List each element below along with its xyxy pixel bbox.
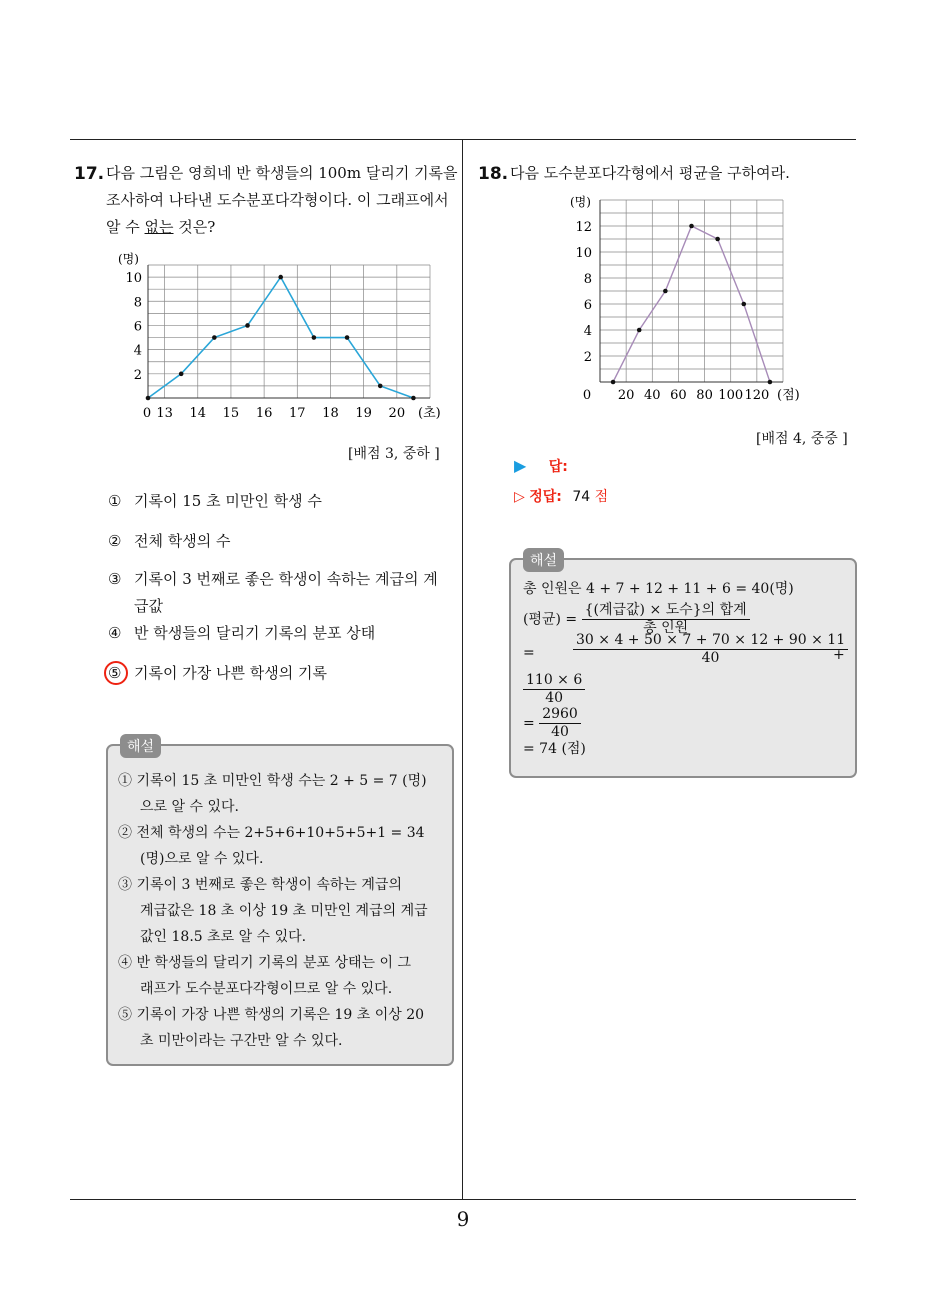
y-tick-label: 2 [133,367,142,383]
data-point [345,335,350,340]
q17-option-5[interactable]: ⑤ 기록이 가장 나쁜 학생의 기록 [108,664,327,682]
q17-option-3[interactable]: ③ 기록이 3 번째로 좋은 학생이 속하는 계급의 계 급값 [108,570,438,615]
y-tick-label: 8 [583,272,592,287]
top-rule [70,139,856,140]
y-tick-label: 2 [583,350,592,365]
y-axis-label: (명) [570,195,591,209]
x-tick-label: 0 [142,406,152,421]
data-point [768,380,773,385]
q18-exp-small-fraction: $\frac{110 \times 6}{40}$ [523,672,585,707]
x-tick-label: 20 [388,406,406,421]
data-point [179,372,184,377]
q18-exp-total: 총 인원은 4 + 7 + 12 + 11 + 6 = 40(명) [523,581,794,597]
q17-exp-line: ④ 반 학생들의 달리기 기록의 분포 상태는 이 그 [118,955,412,971]
q17-prompt [106,160,462,241]
x-tick-label: 19 [355,406,372,421]
q17-explanation-box [106,739,454,1066]
x-tick-label: 80 [696,388,713,403]
x-axis-label: (점) [777,388,800,403]
q18-polygon-chart [565,190,805,405]
q18-exp-result: = 74 (점) [523,741,586,757]
x-axis-label: (초) [418,406,441,421]
data-point [715,237,720,242]
data-point [741,302,746,307]
q17-number: 17. [74,164,105,184]
x-tick-label: 17 [289,406,306,421]
q17-exp-line: ⑤ 기록이 가장 나쁜 학생의 기록은 19 초 이상 20 [118,1007,425,1023]
y-tick-label: 10 [575,246,592,261]
q17-line1: 다음 그림은 영희네 반 학생들의 100m 달리기 기록을 [106,164,458,182]
q17-difficulty: [배점 3, 중하 ] [348,446,440,462]
q17-option-4[interactable]: ④ 반 학생들의 달리기 기록의 분포 상태 [108,624,376,642]
y-tick-label: 10 [125,271,142,287]
q17-exp-line: (명)으로 알 수 있다. [140,851,264,867]
y-axis-label: (명) [118,252,139,266]
data-point [637,328,642,333]
page-number: 9 [456,1207,470,1231]
x-tick-label: 16 [255,406,273,421]
x-tick-label: 0 [582,388,592,403]
q17-explanation-label: 해설 [120,734,161,758]
data-point [245,323,250,328]
q18-number: 18. [478,164,509,184]
x-tick-label: 15 [222,406,240,421]
q17-exp-line: 계급값은 18 초 이상 19 초 미만인 계급의 계급 [140,903,428,919]
q18-explanation-box [509,553,857,778]
x-tick-label: 40 [644,388,661,403]
x-tick-label: 60 [670,388,687,403]
data-point [312,335,317,340]
x-tick-label: 13 [156,406,173,421]
q18-exp-total-fraction: = $\frac{2960}{40}$ [523,706,581,741]
q17-line3: 알 수 없는 것은? [106,218,216,236]
data-point [611,380,616,385]
q17-exp-line: ② 전체 학생의 수는 2+5+6+10+5+5+1 = 34 [118,825,425,841]
data-point [212,335,217,340]
q18-prompt: 다음 도수분포다각형에서 평균을 구하여라. [510,164,790,182]
data-point [411,396,416,401]
q17-line2: 조사하여 나타낸 도수분포다각형이다. 이 그래프에서 [106,191,449,209]
data-point [378,384,383,389]
y-tick-label: 4 [133,343,142,359]
y-tick-label: 8 [133,295,142,311]
q17-exp-line: 값인 18.5 초로 알 수 있다. [140,929,307,945]
x-tick-label: 100 [718,388,744,403]
answer-triangle-icon: ▶ [514,456,527,475]
data-point [146,396,151,401]
q18-answer-label: 답: [548,459,568,475]
q18-correct-label: 정답: [529,489,562,505]
q17-underlined-word: 없는 [144,218,174,236]
correct-triangle-icon: ▷ [514,489,525,505]
x-tick-label: 18 [322,406,339,421]
data-point [278,275,283,280]
q17-exp-line: 초 미만이라는 구간만 알 수 있다. [140,1033,343,1049]
q17-exp-line: ③ 기록이 3 번째로 좋은 학생이 속하는 계급의 [118,877,402,893]
q18-difficulty: [배점 4, 중중 ] [756,431,848,447]
q18-exp-big-fraction: $\frac{30 \times 4 + 50 \times 7 + 70 \times 12 + 90 \times 11}{40}$ [573,632,848,667]
y-tick-label: 6 [133,319,142,335]
q17-exp-line: ① 기록이 15 초 미만인 학생 수는 2 + 5 = 7 (명) [118,773,427,789]
q17-option-1[interactable]: ① 기록이 15 초 미만인 학생 수 [108,492,322,510]
q18-correct-unit: 점 [594,489,609,505]
data-point [663,289,668,294]
q18-correct-row [514,486,608,506]
bottom-rule [70,1199,856,1200]
q18-exp-plus: + [833,647,845,663]
y-tick-label: 12 [575,220,592,235]
q18-answer-row [514,456,568,476]
q17-option-2[interactable]: ② 전체 학생의 수 [108,532,231,550]
q18-exp-mean-formula: (평균) = $\frac{\text{\{(계급값) × 도수\}의 합계}}{\text{총 인원}}$ [523,602,750,637]
x-tick-label: 20 [617,388,635,403]
q18-correct-value: 74 [572,489,591,505]
data-point [689,224,694,229]
x-tick-label: 14 [189,406,207,421]
q18-exp-eq: = [523,645,535,661]
y-tick-label: 4 [583,324,592,339]
y-tick-label: 6 [583,298,592,313]
q17-exp-line: 으로 알 수 있다. [140,799,239,815]
q17-polygon-chart [110,250,455,425]
q18-explanation-label: 해설 [523,548,564,572]
column-divider [462,139,463,1200]
x-tick-label: 120 [744,388,770,403]
answer-circle-mark [104,661,128,685]
q17-exp-line: 래프가 도수분포다각형이므로 알 수 있다. [140,981,393,997]
